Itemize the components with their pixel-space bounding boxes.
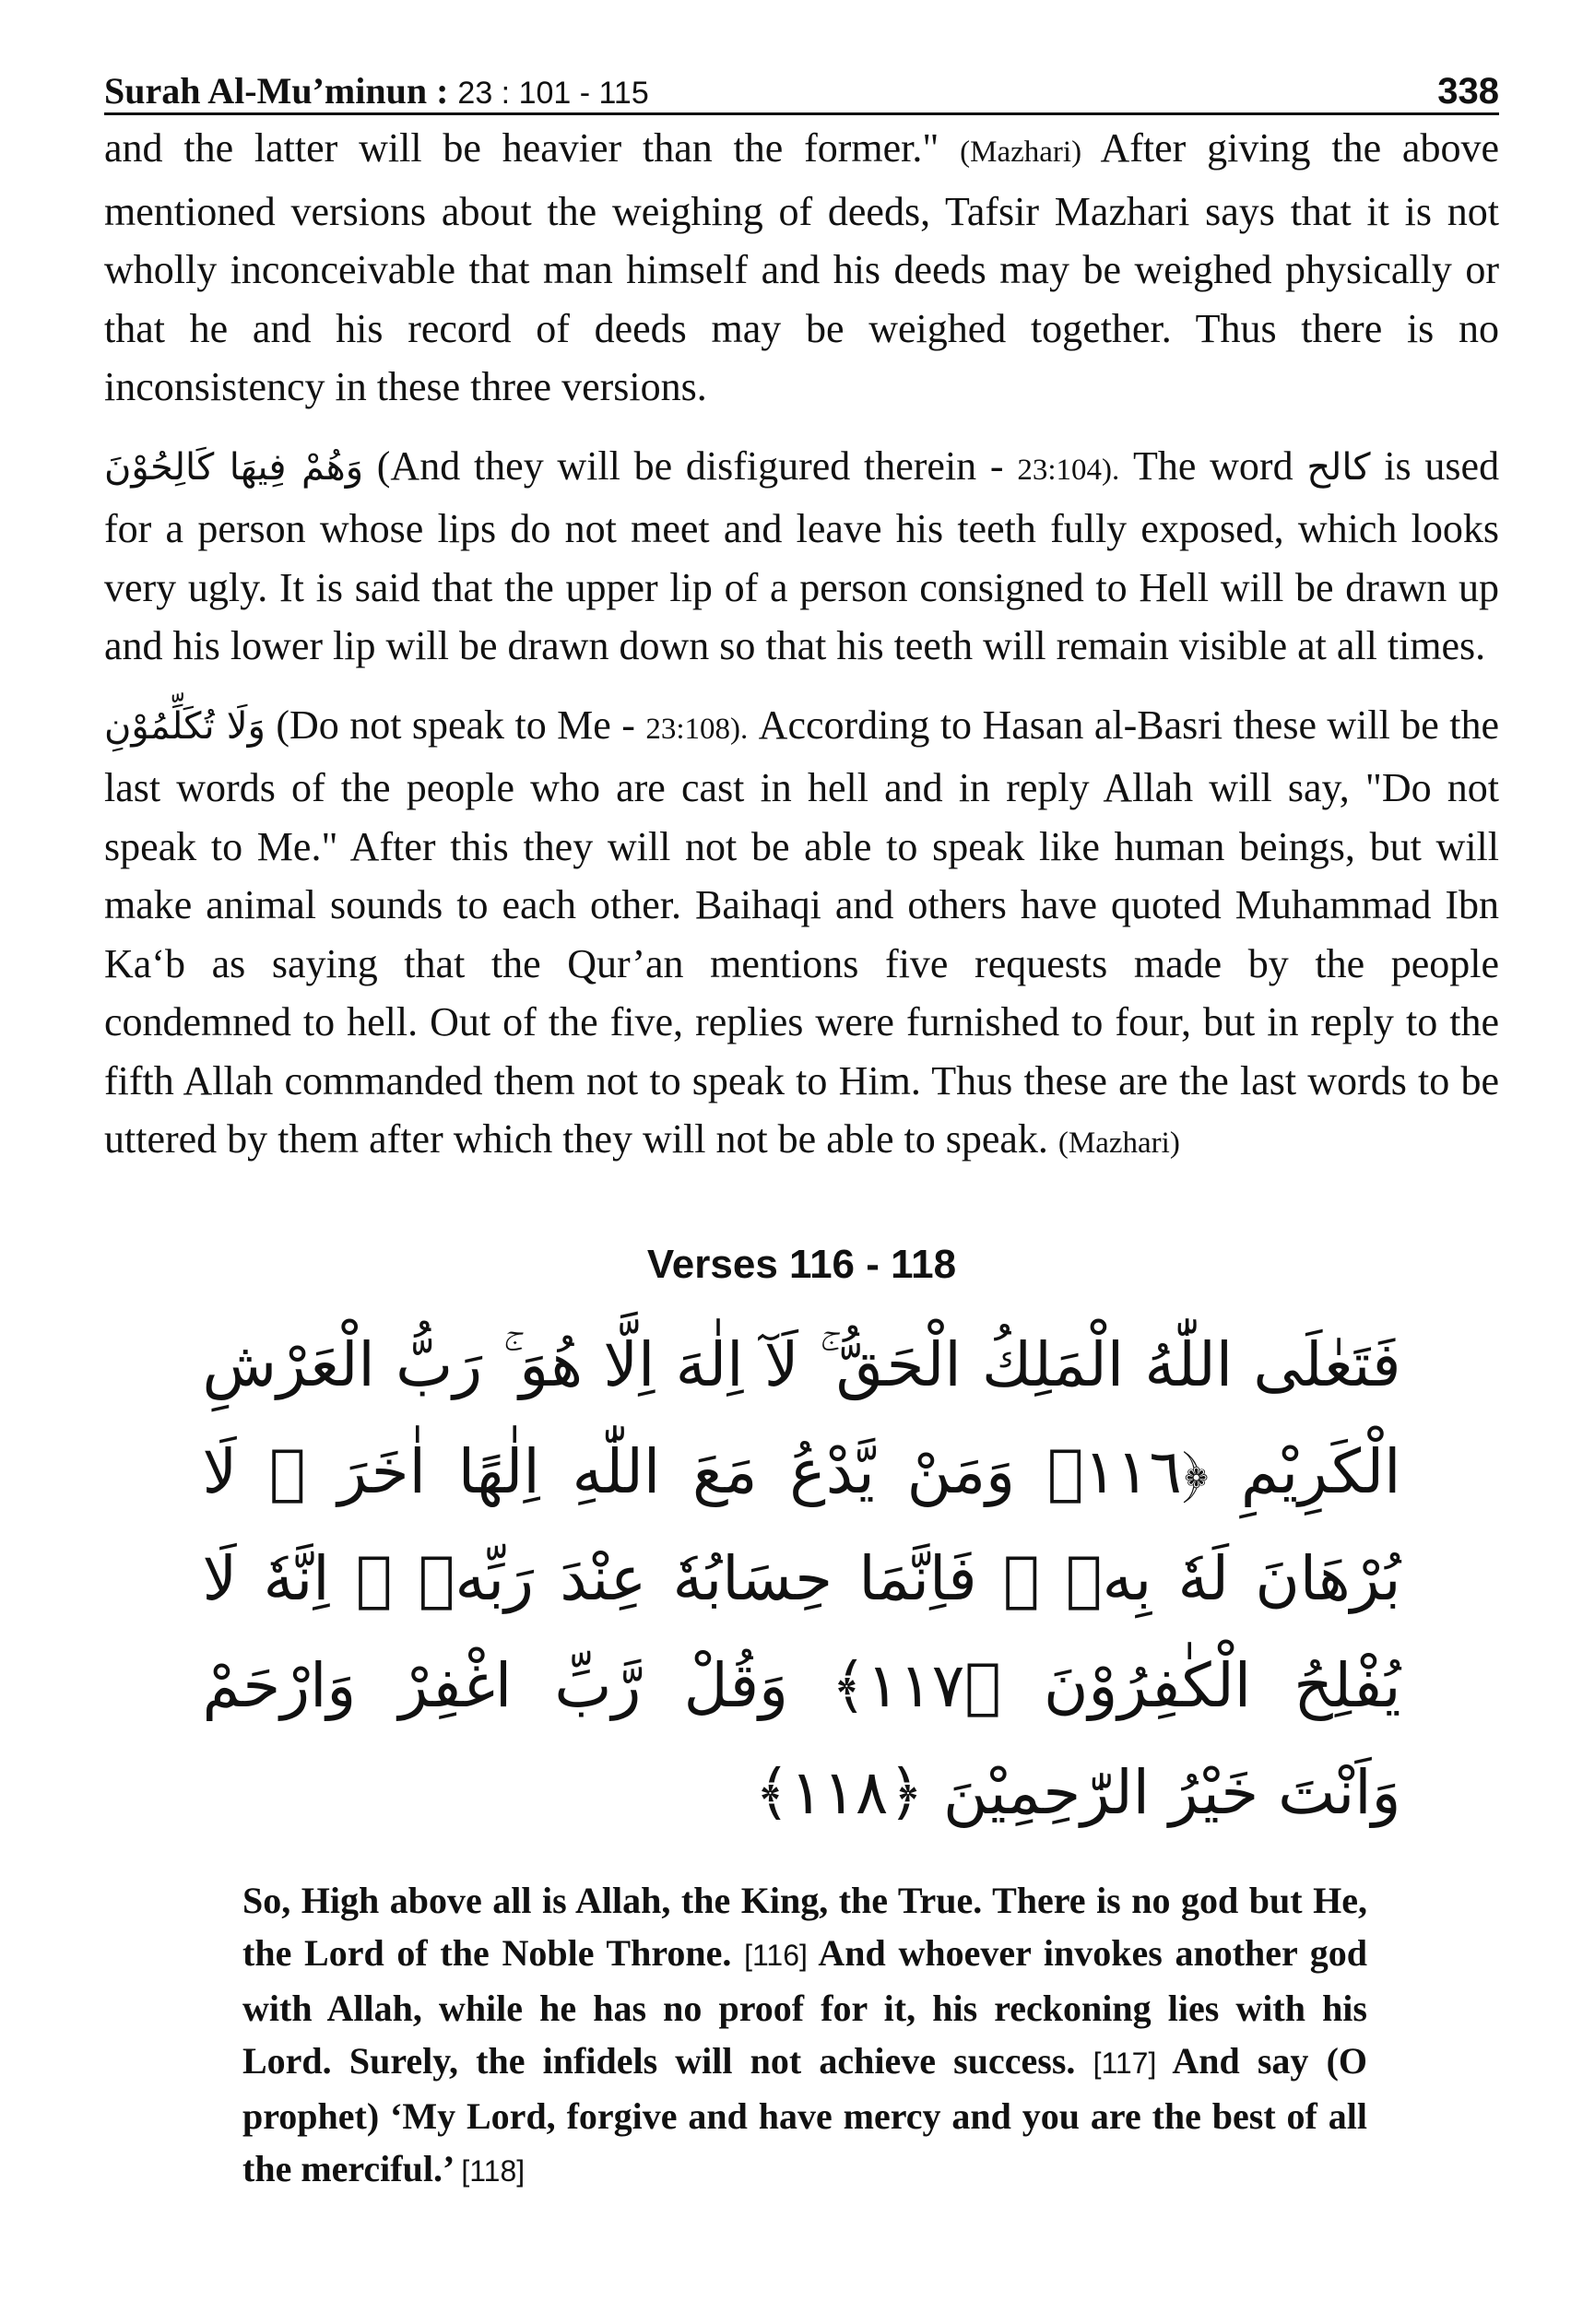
verse-number: [117] [1093, 2046, 1157, 2080]
header-reference: 23 : 101 - 115 [457, 76, 649, 111]
source-citation: (Mazhari) [960, 136, 1082, 169]
paragraph-2-text-b: The word [1133, 442, 1293, 489]
paragraph-1-text-a: and the latter will be heavier than the former." [104, 125, 939, 171]
translation-116: So, High above all is Allah, the King, the True. There is no god but He, the Lord of the Noble Throne. [242, 1879, 1367, 1974]
arabic-phrase: وَهُمْ فِيهَا كَالِحُوْنَ [104, 445, 364, 489]
paragraph-3 [104, 696, 1499, 1174]
verse-translation [242, 1874, 1367, 2198]
paragraph-2 [104, 437, 1499, 676]
arabic-verses: فَتَعٰلَى اللّٰهُ الْمَلِكُ الْحَقُّ ۚ لَآ اِلٰهَ اِلَّا هُوَ ۚ رَبُّ الْعَرْشِ الْكَرِيْمِ ﴿١١٦﴾ وَمَنْ يَّدْعُ مَعَ اللّٰهِ اِلٰهًا اٰخَرَ ۙ لَا بُرْهَانَ لَهٗ بِهٖ ۙ فَاِنَّمَا حِسَابُهٗ عِنْدَ رَبِّهٖ ۭ اِنَّهٗ لَا يُفْلِحُ الْكٰفِرُوْنَ ﴿١١٧﴾ وَقُلْ رَّبِّ اغْفِرْ وَارْحَمْ وَاَنْتَ خَيْرُ الرّٰحِمِيْنَ ﴿١١٨﴾ [202, 1328, 1401, 1828]
paragraph-1 [104, 119, 1499, 417]
arabic-word: كالح [1306, 445, 1371, 489]
verse-number: [118] [461, 2153, 526, 2188]
arabic-phrase: وَلَا تُكَلِّمُوْنِ [104, 704, 266, 748]
page [104, 59, 1499, 2198]
verse-reference: 23:104). [1017, 453, 1120, 487]
source-citation: (Mazhari) [1057, 1127, 1180, 1160]
paragraph-1-text-b: After giving the above mentioned versions about the weighing of deeds, Tafsir Mazhari says that it is not wholly inconceivable that man himself and his deeds may be weighed physically or that he and his record of deeds may be weighed together. Thus there is no inconsistency in these three versions. [104, 125, 1499, 409]
verse-number: [116] [744, 1938, 808, 1972]
translation-117: And whoever invokes another god with Allah, while he has no proof for it, his reckoning lies with his Lord. Surely, the infidels will not achieve success. [242, 1931, 1368, 2082]
paragraph-3-text-b: According to Hasan al-Basri these will be the last words of the people who are cast in hell and in reply Allah will say, "Do not speak to Me." After this they will not be able to speak like human beings, but will make animal sounds to each other. Baihaqi and others have quoted Muhammad Ibn Ka‘b as saying that the Qur’an mentions five requests made by the people condemned to hell. Out of the five, replies were furnished to four, but in reply to the fifth Allah commanded them not to speak to Him. Thus these are the last words to be uttered by them after which they will not be able to speak. [104, 702, 1500, 1162]
paragraph-2-text-c: is used for a person whose lips do not meet and leave his teeth fully exposed, which looks very ugly. It is said that the upper lip of a person consigned to Hell will be drawn up and his lower lip will be drawn down so that his teeth will remain visible at all times. [104, 442, 1500, 668]
page-number: 338 [1437, 71, 1499, 112]
paragraph-2-text-a: (And they will be disfigured therein - [376, 442, 1004, 489]
paragraph-3-text-a: (Do not speak to Me - [276, 702, 635, 748]
header-title [104, 69, 649, 112]
translation-118: And say (O prophet) ‘My Lord, forgive and have mercy and you are the best of all the merciful.’ [242, 2039, 1368, 2189]
running-header [104, 59, 1499, 115]
verse-reference: 23:108). [645, 712, 749, 746]
section-heading: Verses 116 - 118 [646, 1241, 957, 1287]
header-surah: Surah Al-Mu’minun : [104, 70, 449, 112]
